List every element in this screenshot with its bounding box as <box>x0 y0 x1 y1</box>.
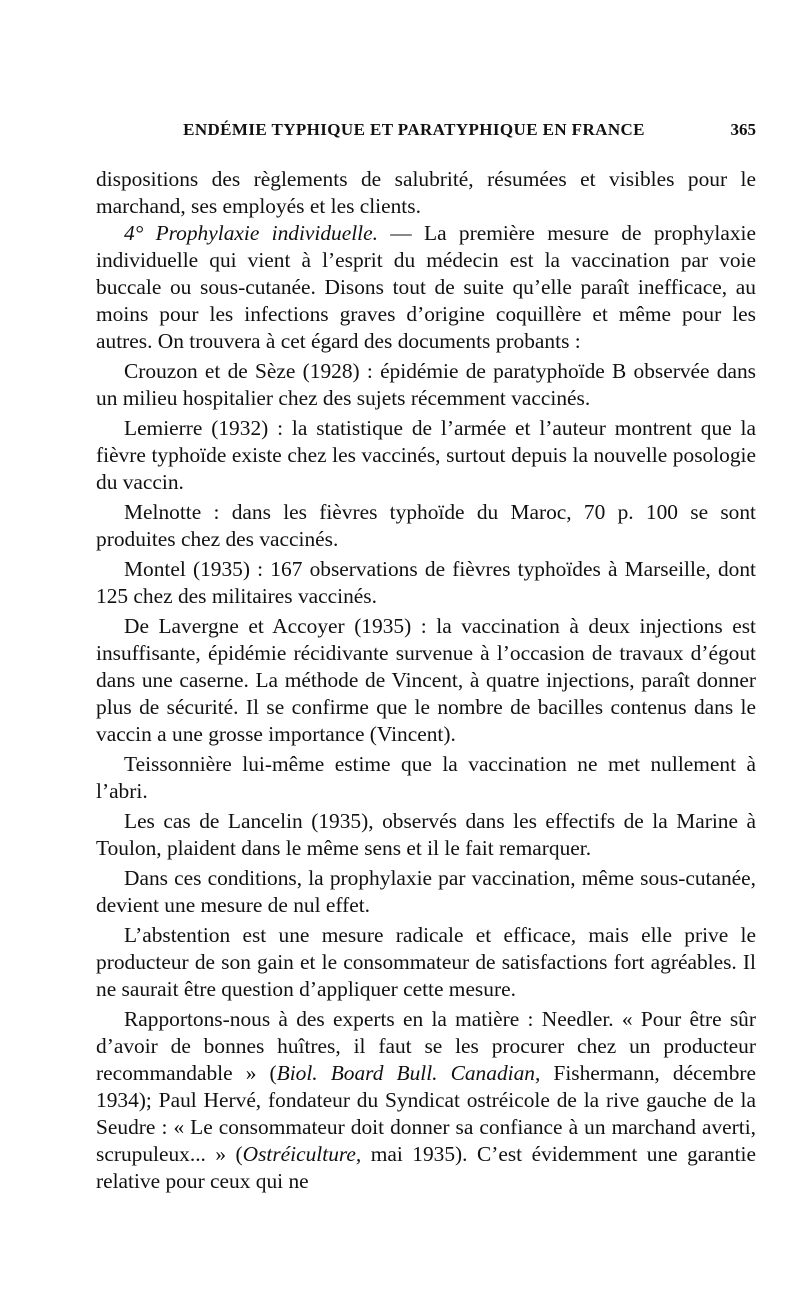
paragraph <box>96 220 756 355</box>
paragraph-text: Rapportons-nous à des experts en la matière : Needler. « Pour être sûr d’avoir de bonnes huîtres, il faut se les procurer chez un producteur recommandable » ( <box>96 1007 756 1085</box>
paragraph-text: Lemierre (1932) : la statistique de l’armée et l’auteur montrent que la fièvre typhoïde existe chez les vaccinés, surtout depuis la nouvelle posologie du vaccin. <box>96 416 756 494</box>
paragraph <box>96 166 756 220</box>
paragraph <box>96 808 756 862</box>
citation-title: Biol. Board Bull. Canadian, <box>276 1061 541 1085</box>
paragraph-text: L’abstention est une mesure radicale et efficace, mais elle prive le producteur de son gain et le consommateur de satisfactions fort agréables. Il ne saurait être question d’appliquer cette mesure. <box>96 923 756 1001</box>
citation-title: Ostréiculture, <box>242 1142 362 1166</box>
page-header <box>96 120 756 150</box>
paragraph-text: De Lavergne et Accoyer (1935) : la vaccination à deux injections est insuffisante, épidémie récidivante survenue à l’occasion de travaux d’égout dans une caserne. La méthode de Vincent, à quatre injections, paraît donner plus de sécurité. Il se confirme que le nombre de bacilles contenus dans le vaccin a une grosse importance (Vincent). <box>96 614 756 746</box>
paragraph-text: Les cas de Lancelin (1935), observés dans les effectifs de la Marine à Toulon, plaident dans le même sens et il le fait remarquer. <box>96 809 756 860</box>
paragraph-text: Montel (1935) : 167 observations de fièvres typhoïdes à Marseille, dont 125 chez des militaires vaccinés. <box>96 557 756 608</box>
paragraph <box>96 415 756 496</box>
page-number: 365 <box>730 120 756 139</box>
paragraph <box>96 499 756 553</box>
paragraph <box>96 751 756 805</box>
paragraph-text: Dans ces conditions, la prophylaxie par vaccination, même sous-cutanée, devient une mesure de nul effet. <box>96 866 756 917</box>
paragraph <box>96 556 756 610</box>
paragraph <box>96 1006 756 1195</box>
paragraph <box>96 613 756 748</box>
body-text <box>96 166 756 1195</box>
paragraph-text: Melnotte : dans les fièvres typhoïde du Maroc, 70 p. 100 se sont produites chez des vaccinés. <box>96 500 756 551</box>
paragraph-text: Fishermann, décembre 1934); Paul Hervé, fondateur du Syndicat ostréicole de la rive gauche de la Seudre : « Le consommateur doit donner sa confiance à un marchand averti, scrupuleux... » ( <box>96 1061 757 1166</box>
paragraph-text: mai 1935). C’est évidemment une garantie relative pour ceux qui ne <box>96 1142 756 1193</box>
paragraph-text: dispositions des règlements de salubrité, résumées et visibles pour le marchand, ses employés et les clients. <box>96 167 756 218</box>
paragraph-text: Crouzon et de Sèze (1928) : épidémie de paratyphoïde B observée dans un milieu hospitalier chez des sujets récemment vaccinés. <box>96 359 756 410</box>
paragraph-text: — La première mesure de prophylaxie individuelle qui vient à l’esprit du médecin est la vaccination par voie buccale ou sous-cutanée. Disons tout de suite qu’elle paraît inefficace, au moins pour les infections graves d’origine coquillère et même pour les autres. On trouvera à cet égard des documents probants : <box>96 221 756 353</box>
paragraph-text: Teissonnière lui-même estime que la vaccination ne met nullement à l’abri. <box>96 752 756 803</box>
paragraph <box>96 358 756 412</box>
paragraph <box>96 865 756 919</box>
section-heading: 4° Prophylaxie individuelle. <box>124 221 378 245</box>
running-title: ENDÉMIE TYPHIQUE ET PARATYPHIQUE EN FRANCE <box>183 120 645 139</box>
paragraph <box>96 922 756 1003</box>
